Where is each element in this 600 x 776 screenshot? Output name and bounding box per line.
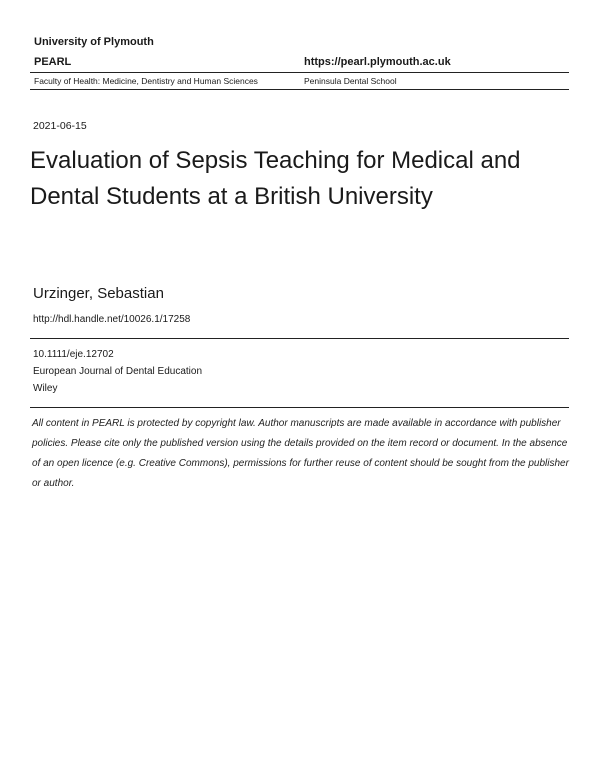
handle-link[interactable]: http://hdl.handle.net/10026.1/17258 — [33, 314, 191, 325]
divider-top — [30, 338, 569, 339]
divider-bottom — [30, 407, 569, 408]
repository-header-row — [30, 55, 569, 73]
author-name: Urzinger, Sebastian — [33, 285, 164, 302]
record-date: 2021-06-15 — [33, 120, 87, 132]
faculty-header-row — [30, 73, 569, 90]
repository-name: PEARL — [34, 56, 72, 68]
publisher-name: Wiley — [33, 383, 58, 394]
doi: 10.1111/eje.12702 — [33, 349, 114, 360]
school-name: Peninsula Dental School — [304, 76, 397, 86]
copyright-notice: All content in PEARL is protected by copyright law. Author manuscripts are made available in accordance with publisher policies. Please cite only the published version using the details provided on the item record or document. In the absence of an open licence (e.g. Creative Commons), permissions for further reuse of content should be sought from the publisher or author. — [32, 418, 569, 489]
repository-url-link[interactable]: https://pearl.plymouth.ac.uk — [304, 56, 451, 68]
institution-name: University of Plymouth — [34, 36, 154, 48]
document-title: Evaluation of Sepsis Teaching for Medical and Dental Students at a British University — [30, 147, 521, 210]
faculty-name: Faculty of Health: Medicine, Dentistry and Human Sciences — [34, 76, 258, 86]
journal-name: European Journal of Dental Education — [33, 366, 203, 377]
